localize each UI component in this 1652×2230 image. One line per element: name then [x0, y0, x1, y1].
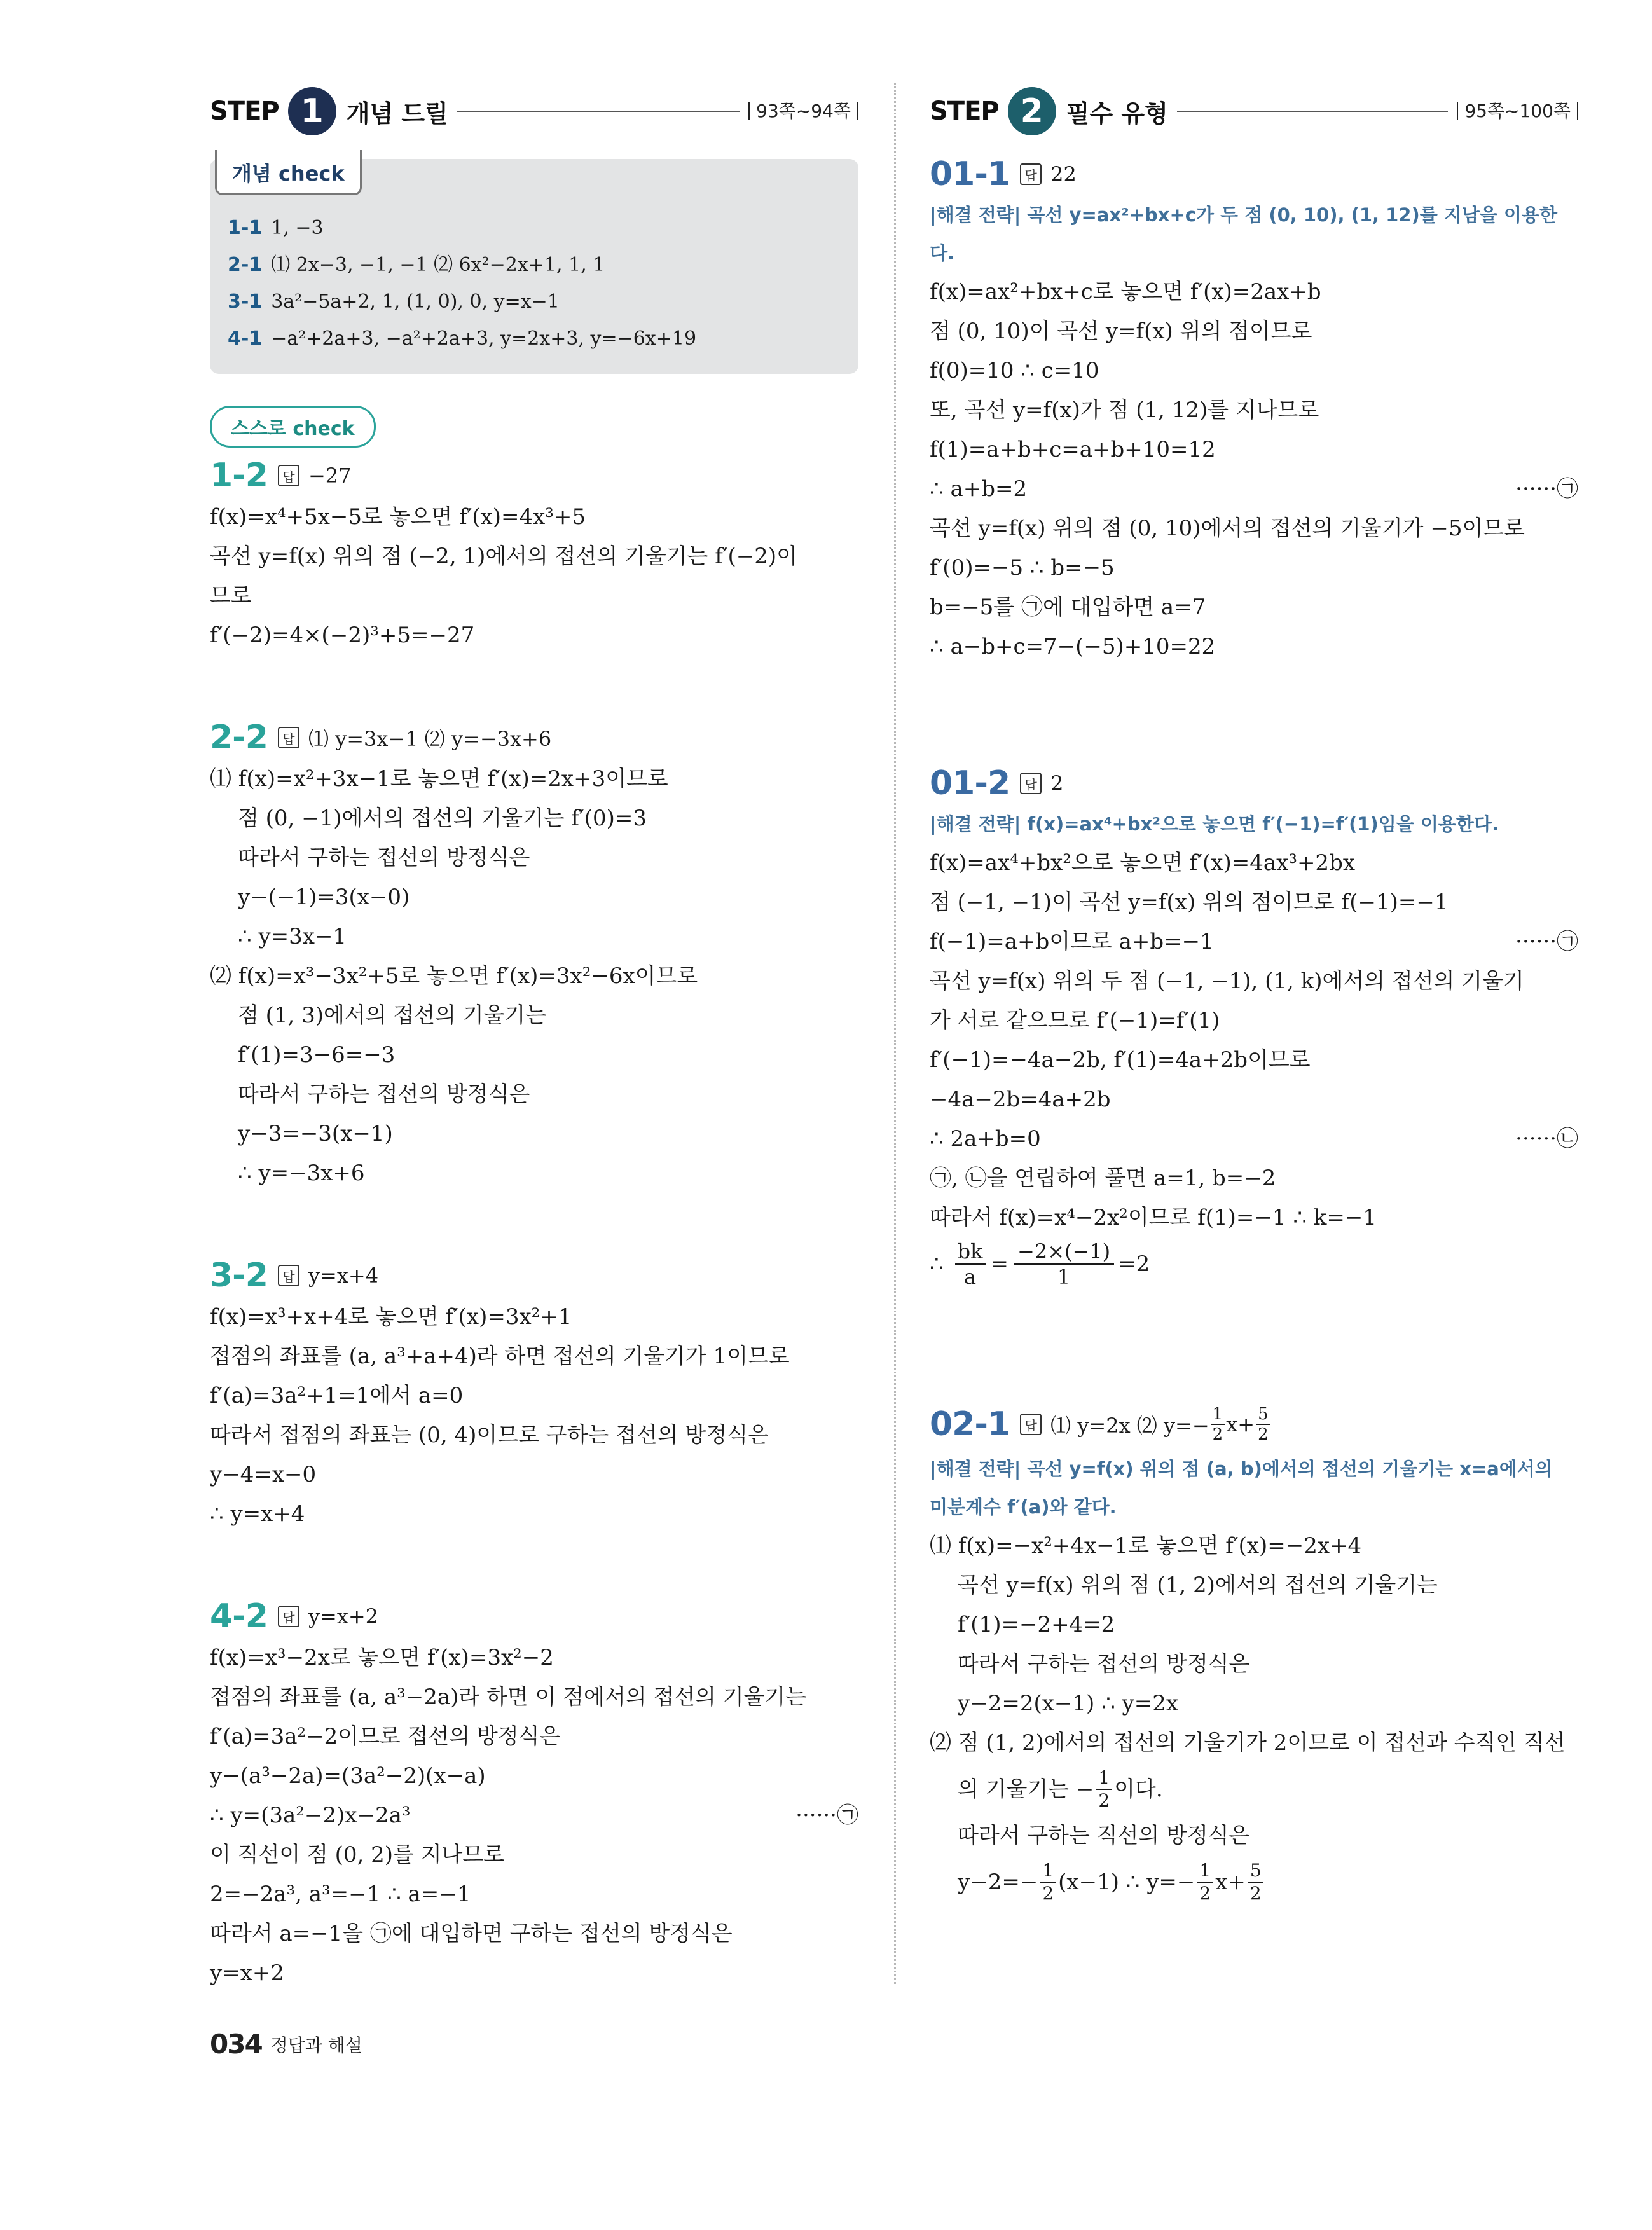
answer-icon: 답: [278, 1265, 299, 1286]
answer-fraction: [1211, 1405, 1225, 1444]
numerator: 1: [1096, 1767, 1112, 1790]
solution-line: 접점의 좌표를 (a, a³−2a)라 하면 이 점에서의 접선의 기울기는: [210, 1684, 807, 1710]
right-column: [930, 83, 1578, 1909]
problem-number: 01-2: [930, 764, 1010, 802]
solution-line: f′(−2)=4×(−2)³+5=−27: [210, 623, 475, 648]
numerator: 1: [1197, 1860, 1213, 1883]
check-row-num: 1-1: [228, 217, 263, 239]
solution-line: f(x)=ax²+bx+c로 놓으면 f′(x)=2ax+b: [930, 279, 1321, 305]
solution-line: 따라서 접점의 좌표는 (0, 4)이므로 구하는 접선의 방정식은: [210, 1422, 769, 1448]
problem-header: [210, 1595, 858, 1638]
problem-header: [930, 153, 1578, 196]
denominator: 2: [1098, 1790, 1110, 1811]
solution-line: 따라서 구하는 접선의 방정식은: [238, 1082, 530, 1107]
problem-answer: y=x+2: [308, 1604, 379, 1628]
solution-line: ⑴ f(x)=x²+3x−1로 놓으면 f′(x)=2x+3이므로: [210, 766, 668, 792]
numerator: 1: [1211, 1405, 1225, 1425]
solution-line: f′(a)=3a²+1=1에서 a=0: [210, 1383, 464, 1408]
solution-strategy: 미분계수 f′(a)와 같다.: [930, 1496, 1117, 1518]
solution-line: 따라서 구하는 접선의 방정식은: [238, 845, 530, 871]
step-label: STEP: [210, 97, 279, 126]
denominator: a: [964, 1265, 977, 1289]
denominator: 2: [1249, 1883, 1262, 1904]
solution-text: y−2=−: [958, 1869, 1038, 1895]
solution-line: 이 직선이 점 (0, 2)를 지나므로: [210, 1842, 505, 1868]
solution-strategy: |해결 전략| 곡선 y=ax²+bx+c가 두 점 (0, 10), (1, 12)를 지남을 이용한다.: [930, 204, 1558, 264]
solution-line: [930, 1763, 1578, 1816]
numerator: 5: [1256, 1405, 1270, 1425]
check-row-text: 3a²−5a+2, 1, (1, 0), 0, y=x−1: [271, 291, 560, 313]
problem-01-1: [930, 153, 1578, 666]
left-column: [210, 83, 858, 1993]
check-row-num: 3-1: [228, 291, 263, 313]
solution-line: 곡선 y=f(x) 위의 점 (−2, 1)에서의 접선의 기울기는 f′(−2)이: [210, 544, 797, 569]
solution-line: f′(a)=3a²−2이므로 접선의 방정식은: [210, 1724, 561, 1749]
column-divider: [894, 83, 896, 1984]
solution-line: 따라서 f(x)=x⁴−2x²이므로 f(1)=−1 ∴ k=−1: [930, 1205, 1377, 1230]
answer-fraction: [1256, 1405, 1270, 1444]
numerator: 5: [1248, 1860, 1263, 1883]
solution-line: 점 (−1, −1)이 곡선 y=f(x) 위의 점이므로 f(−1)=−1: [930, 890, 1449, 915]
answer-icon: 답: [278, 727, 299, 748]
solution-line: [930, 922, 1578, 961]
numerator: −2×(−1): [1014, 1239, 1114, 1265]
problem-3-2: [210, 1254, 858, 1534]
check-row-text: 1, −3: [271, 217, 324, 239]
check-row-text: ⑴ 2x−3, −1, −1 ⑵ 6x²−2x+1, 1, 1: [271, 254, 605, 276]
fraction-line: [930, 1237, 1578, 1291]
result: =2: [1118, 1251, 1150, 1277]
problem-answer: y=x+4: [308, 1263, 379, 1288]
solution-line: f′(−1)=−4a−2b, f′(1)=4a+2b이므로: [930, 1047, 1311, 1073]
problem-number: 4-2: [210, 1597, 268, 1635]
answer-icon: 답: [278, 1606, 299, 1627]
problem-header: [210, 454, 858, 497]
concept-check-box: [210, 159, 858, 374]
denominator: 2: [1258, 1425, 1269, 1444]
step-number-badge: 1: [288, 87, 336, 135]
denominator: 2: [1042, 1883, 1054, 1904]
step-label: STEP: [930, 97, 999, 126]
solution-line: 곡선 y=f(x) 위의 점 (0, 10)에서의 접선의 기울기가 −5이므로: [930, 516, 1525, 541]
step2-header: [930, 83, 1578, 140]
solution-strategy: |해결 전략| f(x)=ax⁴+bx²으로 놓으면 f′(−1)=f′(1)임을 이용한다.: [930, 813, 1499, 835]
self-check-tag: 스스로 check: [210, 406, 376, 448]
problem-1-2: [210, 454, 858, 655]
problem-02-1: [930, 1399, 1578, 1909]
answer-icon: 답: [1020, 773, 1042, 794]
problem-number: 01-1: [930, 155, 1010, 193]
header-rule: [1177, 111, 1449, 112]
fraction: [1040, 1860, 1056, 1904]
solution-line: f(x)=x³+x+4로 놓으면 f′(x)=3x²+1: [210, 1304, 572, 1330]
solution-line: 따라서 a=−1을 ㉠에 대입하면 구하는 접선의 방정식은: [210, 1921, 733, 1946]
solution-line: [930, 1855, 1578, 1909]
page-range: 93쪽~94쪽: [748, 102, 858, 120]
solution-text: (x−1) ∴ y=−: [1058, 1869, 1195, 1895]
check-row: [228, 247, 836, 284]
solution-line: f′(1)=3−6=−3: [238, 1042, 396, 1068]
problem-header: [930, 1399, 1578, 1450]
step1-header: [210, 83, 858, 140]
equation-mark: ······㉡: [1515, 1126, 1578, 1152]
problem-header: [210, 716, 858, 759]
problem-answer: ⑴ y=2x ⑵ y=−: [1050, 1414, 1209, 1438]
concept-check-tag: 개념 check: [215, 150, 362, 195]
solution-line: 또, 곡선 y=f(x)가 점 (1, 12)를 지나므로: [930, 397, 1319, 423]
fraction: [1248, 1860, 1263, 1904]
solution-line: f′(1)=−2+4=2: [958, 1612, 1115, 1637]
page-footer: [210, 2028, 362, 2060]
solution-line: 점 (0, 10)이 곡선 y=f(x) 위의 점이므로: [930, 319, 1312, 344]
problem-01-2: [930, 762, 1578, 1291]
step-number-badge: 2: [1008, 87, 1056, 135]
solution-line: y−(a³−2a)=(3a²−2)(x−a): [210, 1763, 486, 1789]
denominator: 2: [1199, 1883, 1211, 1904]
problem-answer-part: x+: [1226, 1412, 1255, 1436]
solution-line: [930, 469, 1578, 509]
check-row: [228, 210, 836, 247]
solution-line: y−2=2(x−1) ∴ y=2x: [958, 1691, 1179, 1716]
solution-line: f(1)=a+b+c=a+b+10=12: [930, 437, 1216, 462]
problem-header: [930, 762, 1578, 805]
solution-line: f(x)=ax⁴+bx²으로 놓으면 f′(x)=4ax³+2bx: [930, 850, 1356, 876]
check-row-text: −a²+2a+3, −a²+2a+3, y=2x+3, y=−6x+19: [271, 327, 697, 350]
denominator: 1: [1057, 1265, 1071, 1289]
problem-answer: ⑴ y=3x−1 ⑵ y=−3x+6: [308, 727, 552, 751]
denominator: 2: [1212, 1425, 1223, 1444]
solution-text: x+: [1215, 1869, 1246, 1895]
problem-2-2: [210, 716, 858, 1193]
solution-line: ∴ a−b+c=7−(−5)+10=22: [930, 634, 1216, 659]
solution-text: f(−1)=a+b이므로 a+b=−1: [930, 929, 1214, 954]
numerator: bk: [955, 1239, 986, 1265]
solution-text: 이다.: [1114, 1777, 1163, 1802]
check-row: [228, 320, 836, 357]
equation-mark: ······㉠: [795, 1803, 858, 1828]
problem-4-2: [210, 1595, 858, 1993]
fraction: [1197, 1860, 1213, 1904]
solution-text: ∴ y=(3a²−2)x−2a³: [210, 1803, 411, 1828]
problem-number: 2-2: [210, 719, 268, 757]
solution-line: ⑴ f(x)=−x²+4x−1로 놓으면 f′(x)=−2x+4: [930, 1533, 1362, 1559]
solution-line: 2=−2a³, a³=−1 ∴ a=−1: [210, 1882, 471, 1907]
solution-line: ∴ y=x+4: [210, 1501, 305, 1527]
solution-line: [210, 1796, 858, 1835]
solution-line: ∴ y=−3x+6: [238, 1160, 365, 1186]
solution-line: f′(0)=−5 ∴ b=−5: [930, 555, 1115, 581]
solution-line: b=−5를 ㉠에 대입하면 a=7: [930, 595, 1206, 620]
problem-number: 1-2: [210, 457, 268, 495]
equation-mark: ······㉠: [1515, 929, 1578, 954]
check-row-num: 4-1: [228, 327, 263, 350]
solution-line: ⑵ 점 (1, 2)에서의 접선의 기울기가 2이므로 이 접선과 수직인 직선: [930, 1730, 1566, 1756]
solution-text: 의 기울기는 −: [958, 1777, 1094, 1802]
solution-line: ⑵ f(x)=x³−3x²+5로 놓으면 f′(x)=3x²−6x이므로: [210, 963, 698, 989]
problem-number: 02-1: [930, 1405, 1010, 1443]
answer-icon: 답: [1020, 163, 1042, 185]
equals-sign: =: [990, 1251, 1009, 1277]
page-range: 95쪽~100쪽: [1457, 102, 1578, 120]
solution-line: 므로: [210, 583, 252, 609]
problem-header: [210, 1254, 858, 1297]
numerator: 1: [1040, 1860, 1056, 1883]
solution-strategy: |해결 전략| 곡선 y=f(x) 위의 점 (a, b)에서의 접선의 기울기는 x=a에서의: [930, 1458, 1553, 1480]
problem-answer: −27: [308, 464, 352, 488]
check-row-num: 2-1: [228, 254, 263, 276]
solution-line: y−4=x−0: [210, 1462, 317, 1487]
solution-line: ∴ y=3x−1: [238, 924, 347, 949]
header-rule: [457, 111, 740, 112]
solution-line: y=x+2: [210, 1960, 284, 1986]
solution-line: f(x)=x³−2x로 놓으면 f′(x)=3x²−2: [210, 1645, 554, 1670]
solution-line: [930, 1119, 1578, 1159]
solution-line: 점 (1, 3)에서의 접선의 기울기는: [238, 1003, 547, 1028]
solution-line: 점 (0, −1)에서의 접선의 기울기는 f′(0)=3: [238, 806, 647, 831]
solution-line: 접점의 좌표를 (a, a³+a+4)라 하면 접선의 기울기가 1이므로: [210, 1344, 790, 1369]
check-row: [228, 284, 836, 320]
footer-title: 정답과 해설: [270, 2034, 362, 2056]
fraction: [1096, 1767, 1112, 1812]
solution-line: 따라서 구하는 직선의 방정식은: [958, 1823, 1250, 1848]
solution-line: y−3=−3(x−1): [238, 1121, 393, 1146]
solution-line: ㉠, ㉡을 연립하여 풀면 a=1, b=−2: [930, 1166, 1276, 1191]
step-title: 필수 유형: [1066, 99, 1168, 128]
fraction: [1014, 1239, 1114, 1289]
step-title: 개념 드릴: [346, 99, 448, 128]
solution-line: f(x)=x⁴+5x−5로 놓으면 f′(x)=4x³+5: [210, 504, 586, 530]
equation-mark: ······㉠: [1515, 476, 1578, 502]
answer-icon: 답: [1020, 1414, 1042, 1435]
solution-line: 곡선 y=f(x) 위의 두 점 (−1, −1), (1, k)에서의 접선의 기울기: [930, 968, 1524, 994]
solution-text: ∴ a+b=2: [930, 476, 1028, 502]
solution-text: ∴ 2a+b=0: [930, 1126, 1041, 1152]
solution-line: y−(−1)=3(x−0): [238, 884, 410, 910]
solution-line: −4a−2b=4a+2b: [930, 1087, 1111, 1112]
fraction: [955, 1239, 986, 1289]
problem-number: 3-2: [210, 1256, 268, 1295]
page-number: 034: [210, 2028, 262, 2060]
solution-line: 곡선 y=f(x) 위의 점 (1, 2)에서의 접선의 기울기는: [958, 1573, 1438, 1598]
solution-line: f(0)=10 ∴ c=10: [930, 358, 1099, 383]
answer-icon: 답: [278, 465, 299, 486]
solution-line: 가 서로 같으므로 f′(−1)=f′(1): [930, 1008, 1220, 1033]
solution-line: 따라서 구하는 접선의 방정식은: [958, 1651, 1250, 1677]
therefore-symbol: ∴: [930, 1251, 944, 1277]
problem-answer: 22: [1050, 162, 1077, 186]
problem-answer: 2: [1050, 771, 1064, 795]
